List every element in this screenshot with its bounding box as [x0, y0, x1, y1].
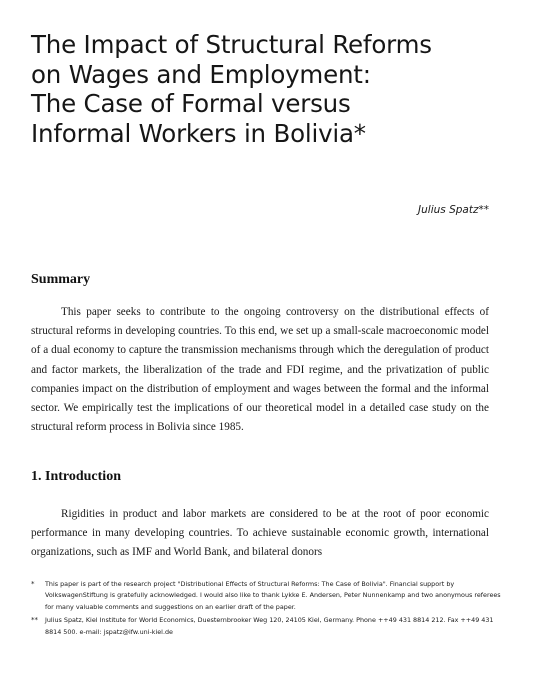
footnote-text: This paper is part of the research project "Distributional Effects of Structural Reforms: The Case of Bolivia". Financial support by VolkswagenStiftung is gratefully acknowledged. I would also like to thank Lykke E. Andersen, Peter Nunnenkamp and two anonymous referees for many valuable comments and suggestions on an earlier draft of the paper.: [45, 580, 501, 611]
footnote-mark: **: [31, 616, 38, 625]
footnote: [31, 579, 501, 613]
introduction-heading: 1. Introduction: [31, 469, 121, 484]
footnote: [31, 615, 501, 638]
footnote-mark: *: [31, 580, 35, 588]
summary-heading: Summary: [31, 272, 91, 287]
title-line: Informal Workers in Bolivia*: [31, 118, 366, 148]
title-line: on Wages and Employment:: [31, 59, 371, 89]
title-line: The Impact of Structural Reforms: [31, 30, 432, 59]
footnotes: [31, 579, 501, 640]
footnote-text: Julius Spatz, Kiel Institute for World Economics, Duesternbrooker Weg 120, 24105 Kiel, Germany. Phone ++49 431 8814 212. Fax ++49 431 8814 500. e-mail: jspatz@ifw.uni-kiel.de: [45, 616, 494, 636]
title-line: The Case of Formal versus: [31, 89, 351, 118]
summary-paragraph: This paper seeks to contribute to the ongoing controversy on the distributional effects of structural reforms in developing countries. To this end, we set up a small-scale macroeconomic model of a dual economy to capture the transmission mechanisms through which the deregulation of product and factor markets, the liberalization of the trade and FDI regime, and the privatization of public companies impact on the distribution of employment and wages between the formal and the informal sector. We empirically test the implications of our theoretical model in a detailed case study on the structural reform process in Bolivia since 1985.: [31, 306, 489, 434]
introduction-paragraph: Rigidities in product and labor markets are considered to be at the root of poor economic performance in many developing countries. To achieve sustainable economic growth, international organizations, such as IMF and World Bank, and bilateral donors: [31, 508, 489, 559]
author-name: Julius Spatz**: [418, 204, 489, 216]
paper-title: [31, 30, 501, 148]
